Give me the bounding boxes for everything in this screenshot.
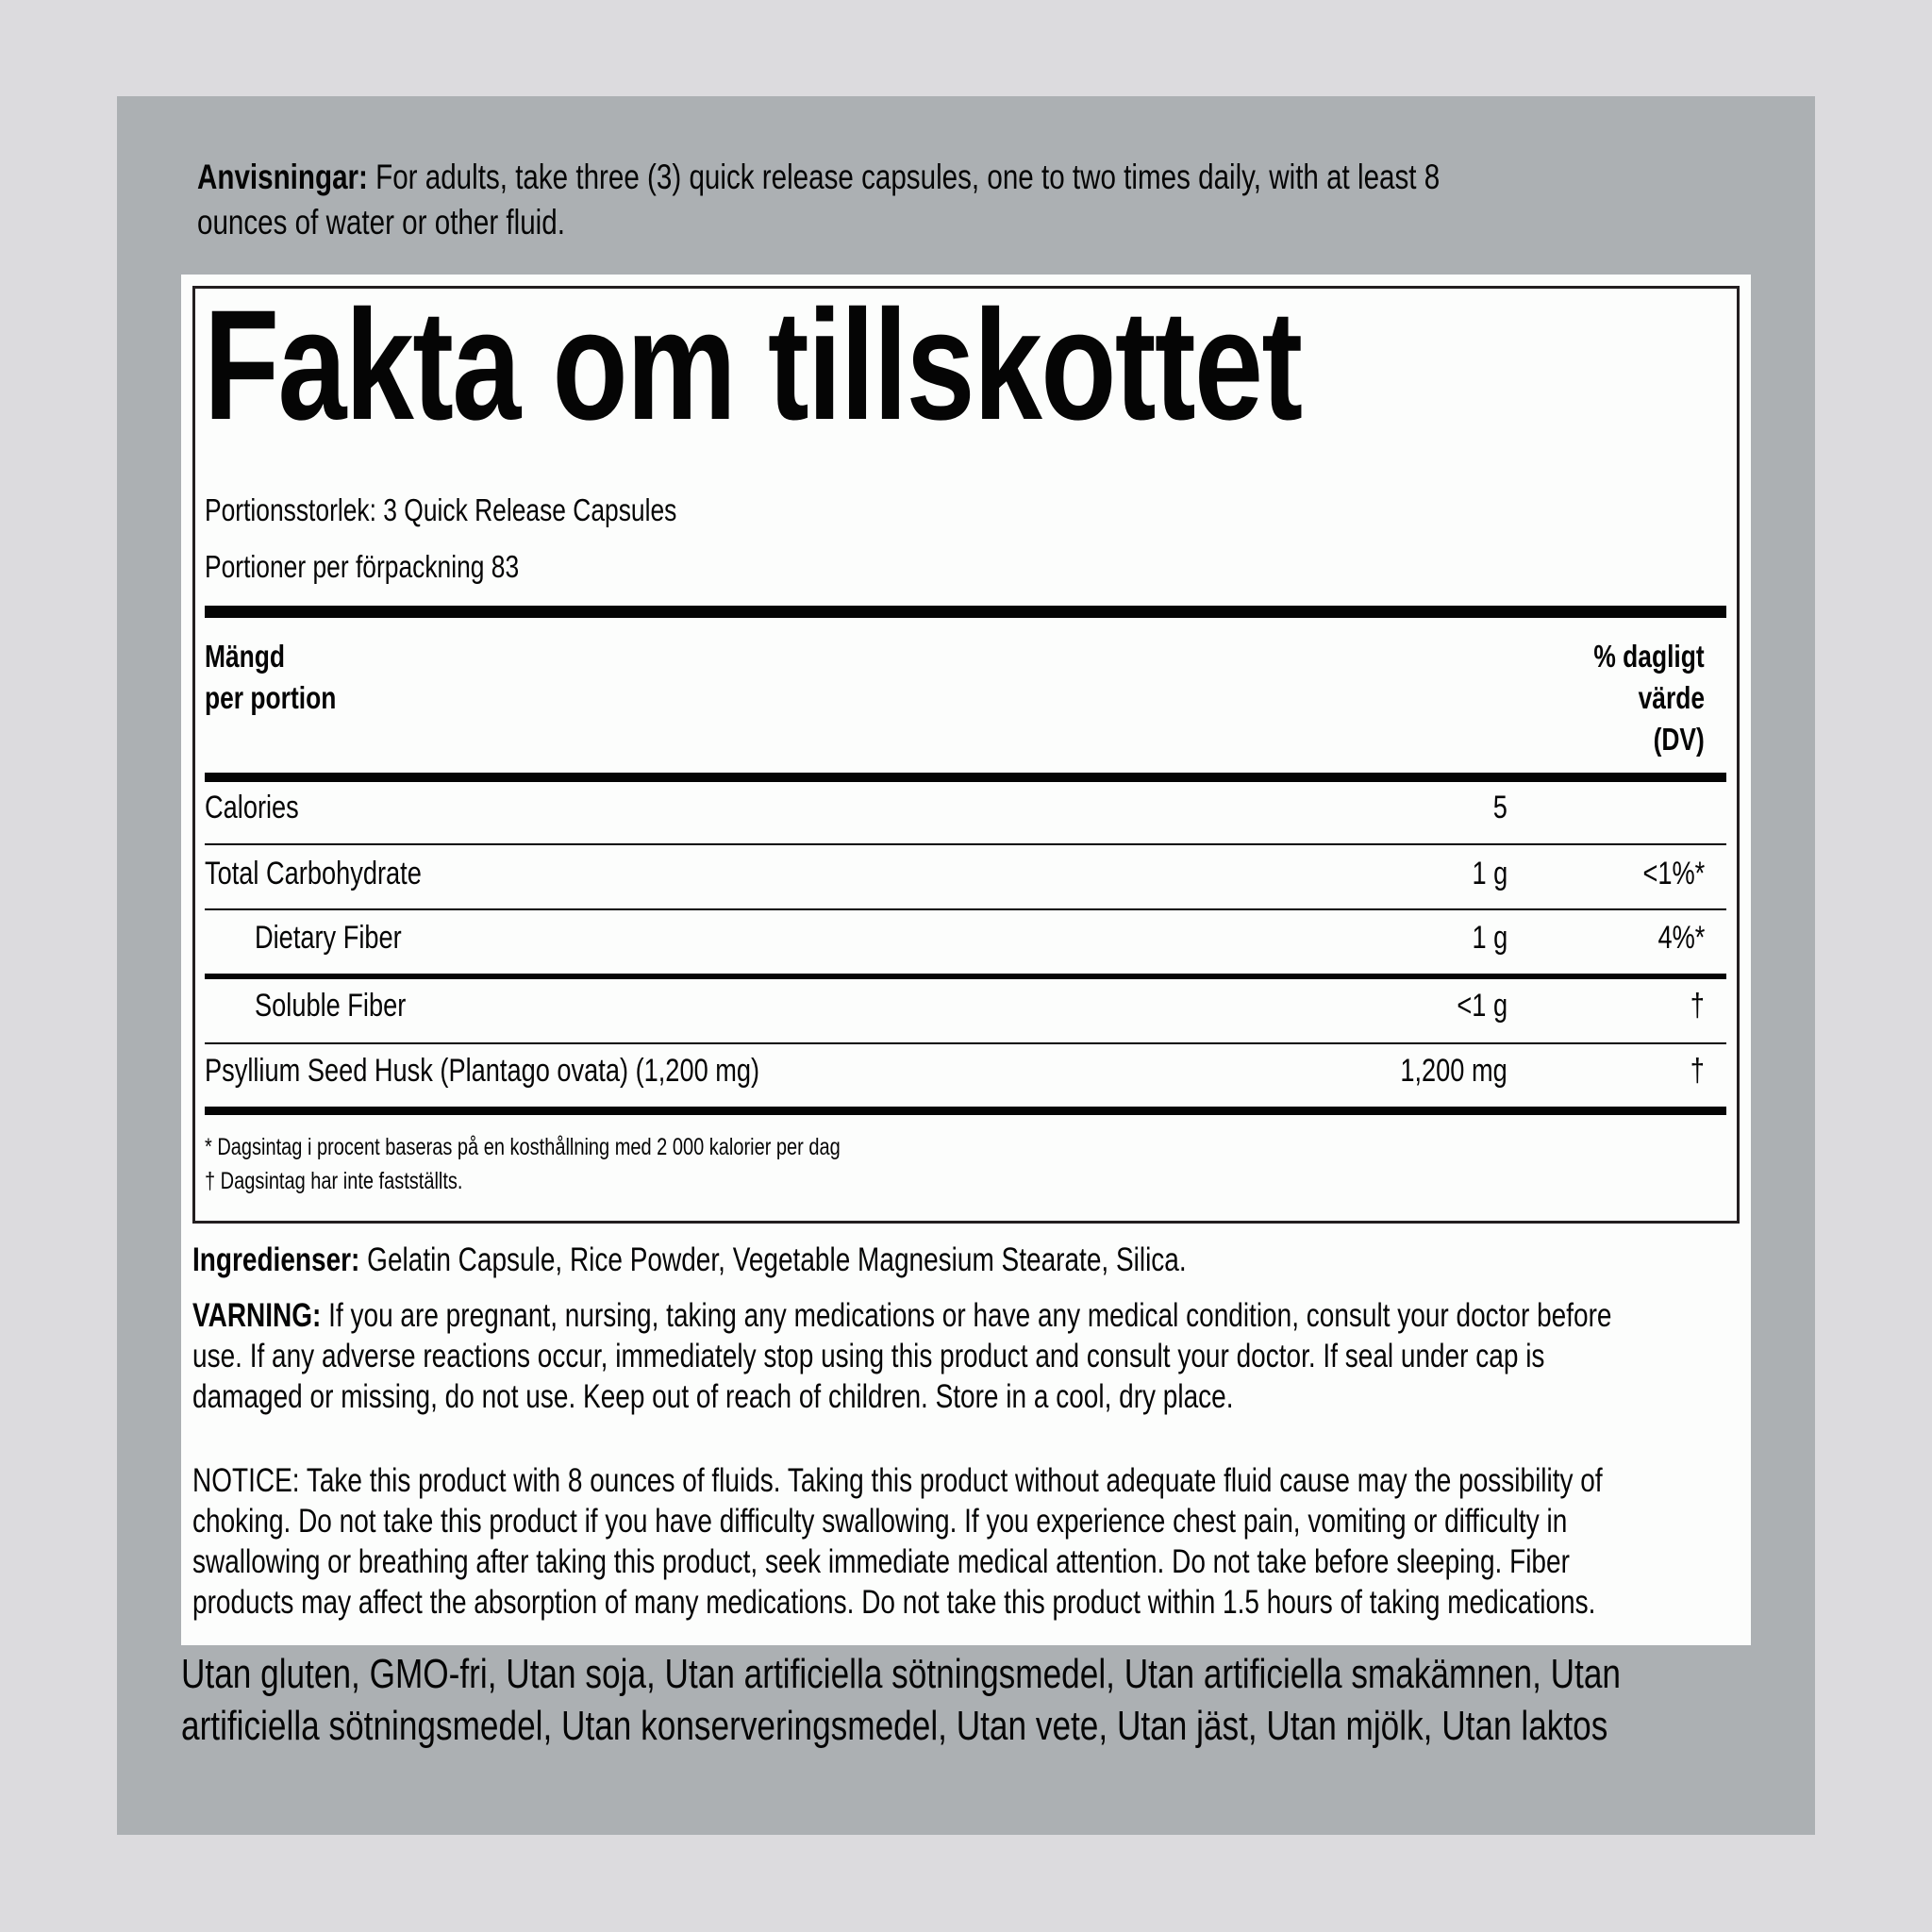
notice-line-3: swallowing or breathing after taking this product, seek immediate medical attention. Do not take before sleeping. Fiber [192, 1543, 1570, 1580]
nutrient-dv: <1%* [1642, 856, 1705, 891]
notice-line-2: choking. Do not take this product if you have difficulty swallowing. If you experience chest pain, vomiting or difficulty in [192, 1503, 1568, 1540]
ingredients-text: Gelatin Capsule, Rice Powder, Vegetable Magnesium Stearate, Silica. [367, 1241, 1187, 1278]
warning-line-1 [192, 1299, 1612, 1332]
nutrient-dv: † [1690, 988, 1705, 1024]
servings-per-container: Portioner per förpackning 83 [205, 549, 520, 584]
thin-divider [205, 843, 1726, 845]
thick-divider [205, 1107, 1726, 1115]
header-amount-line-2: per portion [205, 680, 337, 715]
footnote-dv-not-established: † Dagsintag har inte fastställts. [205, 1168, 463, 1194]
thick-divider [205, 773, 1726, 782]
nutrient-amount: 1 g [1472, 920, 1507, 956]
thick-divider [205, 606, 1726, 618]
free-from-line-1: Utan gluten, GMO-fri, Utan soja, Utan artificiella sötningsmedel, Utan artificiella smakämnen, Utan [181, 1651, 1621, 1697]
nutrient-amount: 1 g [1472, 856, 1507, 891]
warning-line-2: use. If any adverse reactions occur, immediately stop using this product and consult your doctor. If seal under cap is [192, 1338, 1545, 1374]
warning-line-3: damaged or missing, do not use. Keep out of reach of children. Store in a cool, dry place. [192, 1378, 1234, 1415]
header-dv-line-2: värde [1638, 680, 1705, 715]
nutrient-amount: 1,200 mg [1400, 1053, 1507, 1089]
nutrient-dv: † [1690, 1053, 1705, 1089]
footnote-dv-basis: * Dagsintag i procent baseras på en kosthållning med 2 000 kalorier per dag [205, 1134, 841, 1160]
directions-line-1 [197, 159, 1440, 194]
nutrient-amount: 5 [1492, 790, 1507, 825]
nutrient-name: Total Carbohydrate [205, 856, 422, 891]
nutrient-name: Dietary Fiber [255, 920, 402, 956]
directions-line-2: ounces of water or other fluid. [197, 203, 565, 242]
nutrient-name: Soluble Fiber [255, 988, 407, 1024]
ingredients [192, 1243, 1187, 1276]
header-dv-line-3: (DV) [1653, 722, 1705, 757]
ingredients-label: Ingredienser: [192, 1241, 360, 1278]
nutrient-dv: 4%* [1657, 920, 1705, 956]
notice-line-4: products may affect the absorption of many medications. Do not take this product within 1.5 hours of taking medications. [192, 1584, 1596, 1621]
header-amount-line-1: Mängd [205, 639, 286, 674]
nutrient-name: Psyllium Seed Husk (Plantago ovata) (1,200 mg) [205, 1053, 760, 1089]
serving-size: Portionsstorlek: 3 Quick Release Capsules [205, 492, 677, 527]
free-from-line-2: artificiella sötningsmedel, Utan konserveringsmedel, Utan vete, Utan jäst, Utan mjölk, Utan laktos [181, 1703, 1608, 1749]
notice-line-1: NOTICE: Take this product with 8 ounces of fluids. Taking this product without adequate fluid cause may the possibility of [192, 1462, 1603, 1499]
thin-divider [205, 908, 1726, 910]
warning-label: VARNING: [192, 1297, 322, 1334]
directions-label: Anvisningar: [197, 158, 368, 196]
thin-divider [205, 1042, 1726, 1044]
facts-title: Fakta om tillskottet [204, 278, 1302, 453]
header-dv-line-1: % dagligt [1593, 639, 1705, 674]
directions-text: For adults, take three (3) quick release capsules, one to two times daily, with at least 8 [375, 158, 1441, 196]
warning-text: If you are pregnant, nursing, taking any medications or have any medical condition, consult your doctor before [328, 1297, 1612, 1334]
nutrient-name: Calories [205, 790, 299, 825]
nutrient-amount: <1 g [1457, 988, 1507, 1024]
medium-divider [205, 974, 1726, 979]
